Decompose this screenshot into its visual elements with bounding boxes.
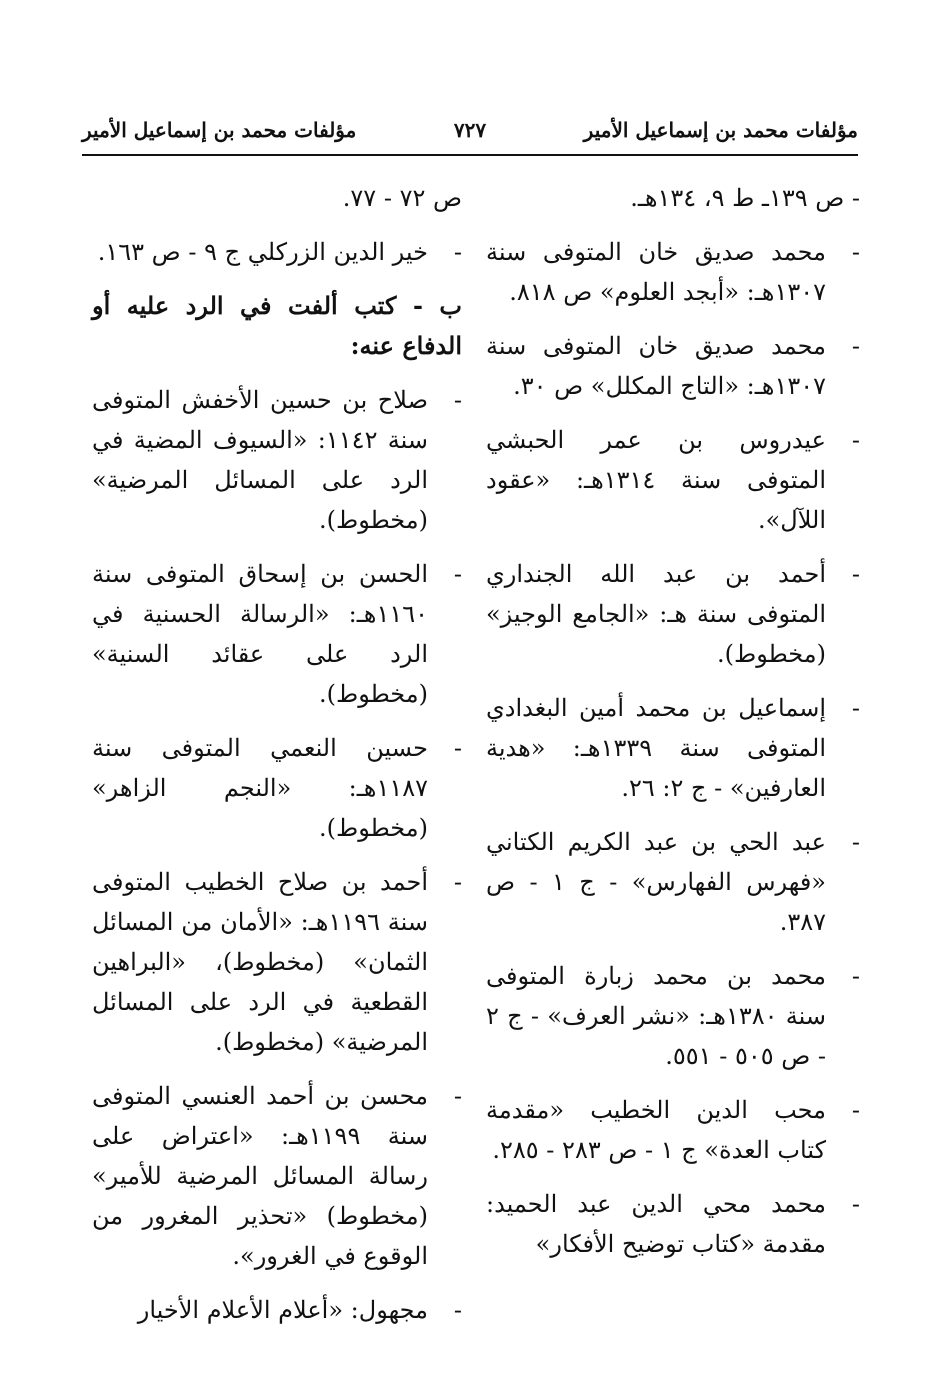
page-number: ٧٢٧ — [453, 118, 487, 142]
list-item-text: محمد صديق خان المتوفى سنة ١٣٠٧هـ: «التاج المكلل» ص ٣٠. — [486, 332, 826, 400]
list-item — [92, 232, 462, 272]
bullet-dash: - — [851, 962, 860, 990]
bullet-dash: - — [453, 1082, 462, 1110]
list-item — [486, 326, 860, 406]
left-column — [92, 178, 462, 1344]
bullet-dash: - — [851, 828, 860, 856]
bullet-dash: - — [453, 1296, 462, 1324]
list-item — [486, 1184, 860, 1264]
list-item — [486, 822, 860, 942]
list-item-text: محسن بن أحمد العنسي المتوفى سنة ١١٩٩هـ: «اعتراض على رسالة المسائل المرضية للأمير» (مخطوط) «تحذير المغرور من الوقوع في الغرور». — [92, 1082, 428, 1270]
list-item-text: محمد صديق خان المتوفى سنة ١٣٠٧هـ: «أبجد العلوم» ص ٨١٨. — [486, 238, 826, 306]
bullet-dash: - — [851, 426, 860, 454]
list-item-text: خير الدين الزركلي ج ٩ - ص ١٦٣. — [97, 238, 428, 266]
header-rule — [82, 154, 858, 156]
list-item-text: أحمد بن صلاح الخطيب المتوفى سنة ١١٩٦هـ: «الأمان من المسائل الثمان» (مخطوط)، «البراهين القطعية في الرد على المسائل المرضية» (مخطوط). — [92, 868, 428, 1056]
bullet-dash: - — [453, 734, 462, 762]
list-item — [486, 554, 860, 674]
bullet-dash: - — [851, 238, 860, 266]
list-item — [92, 1290, 462, 1330]
list-item — [92, 380, 462, 540]
right-column — [486, 178, 860, 1278]
list-item-text: عبد الحي بن عبد الكريم الكتاني «فهرس الفهارس» - ج ١ - ص ٣٨٧. — [486, 828, 826, 936]
bullet-dash: - — [851, 1190, 860, 1218]
bullet-dash: - — [453, 868, 462, 896]
bullet-dash: - — [851, 560, 860, 588]
list-item — [486, 232, 860, 312]
list-item-text: صلاح بن حسين الأخفش المتوفى سنة ١١٤٢: «السيوف المضية في الرد على المسائل المرضية» (مخطوط). — [92, 386, 428, 534]
bullet-dash: - — [453, 560, 462, 588]
bullet-dash: - — [453, 386, 462, 414]
list-item — [486, 956, 860, 1076]
running-header — [82, 118, 858, 154]
list-item-text: محمد محي الدين عبد الحميد: مقدمة «كتاب توضيح الأفكار» — [486, 1190, 826, 1258]
list-item-text: محمد بن محمد زبارة المتوفى سنة ١٣٨٠هـ: «نشر العرف» - ج ٢ - ص ٥٠٥ - ٥٥١. — [486, 962, 826, 1070]
list-item — [92, 554, 462, 714]
list-item — [92, 1076, 462, 1276]
bullet-dash: - — [851, 1096, 860, 1124]
header-title-right: مؤلفات محمد بن إسماعيل الأمير — [583, 118, 858, 142]
list-item — [92, 728, 462, 848]
list-item-text: مجهول: «أعلام الأعلام الأخيار — [137, 1296, 428, 1324]
list-item-text: حسين النعمي المتوفى سنة ١١٨٧هـ: «النجم الزاهر» (مخطوط). — [92, 734, 428, 842]
header-title-left: مؤلفات محمد بن إسماعيل الأمير — [82, 118, 357, 142]
list-item — [486, 1090, 860, 1170]
continuation-line: ص ٧٢ - ٧٧. — [342, 184, 462, 212]
list-item-text: محب الدين الخطيب «مقدمة كتاب العدة» ج ١ - ص ٢٨٣ - ٢٨٥. — [486, 1096, 826, 1164]
list-item-text: عيدروس بن عمر الحبشي المتوفى سنة ١٣١٤هـ: «عقود اللآل». — [486, 426, 826, 534]
bullet-dash: - — [453, 238, 462, 266]
bullet-dash: - — [851, 694, 860, 722]
list-item-text: إسماعيل بن محمد أمين البغدادي المتوفى سنة ١٣٣٩هـ: «هدية العارفين» - ج ٢: ٢٦. — [486, 694, 827, 802]
list-item — [486, 688, 860, 808]
list-item-text: أحمد بن عبد الله الجنداري المتوفى سنة هـ: «الجامع الوجيز» (مخطوط). — [486, 560, 826, 668]
list-item — [486, 420, 860, 540]
list-item-text: الحسن بن إسحاق المتوفى سنة ١١٦٠هـ: «الرسالة الحسنية في الرد على عقائد السنية» (مخطوط). — [92, 560, 428, 708]
section-heading: ب - كتب ألفت في الرد عليه أو الدفاع عنه: — [92, 291, 462, 360]
bullet-dash: - — [851, 332, 860, 360]
continuation-line: - ص ١٣٩ـ ط ٩، ١٣٤هـ. — [630, 184, 860, 212]
list-item — [92, 862, 462, 1062]
